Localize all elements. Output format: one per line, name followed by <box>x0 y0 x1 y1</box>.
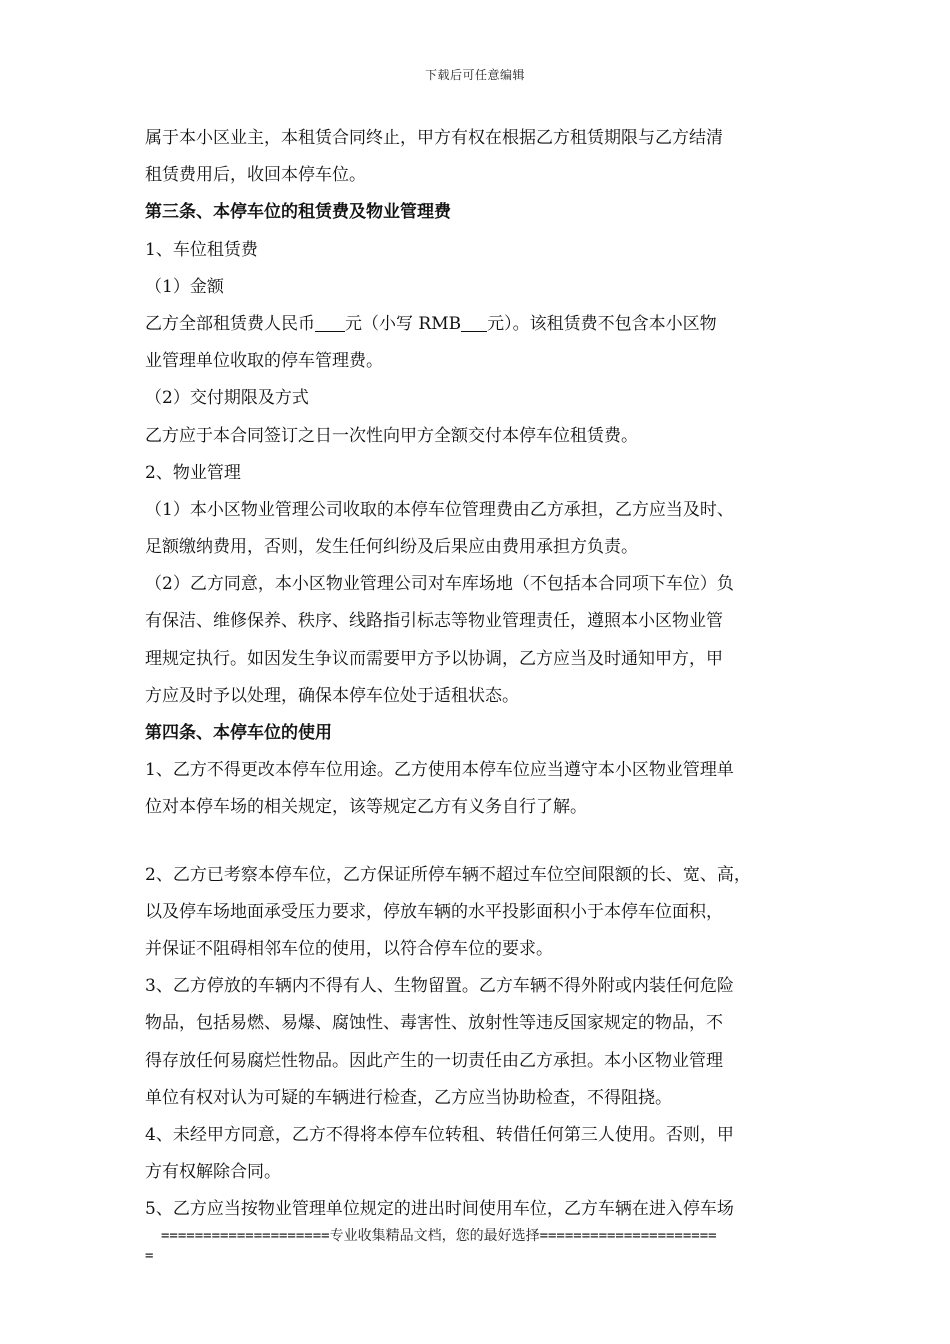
item-heading: （1）金额 <box>145 276 224 297</box>
amount-text-part2: 元（小写 RMB <box>345 313 462 334</box>
paragraph-line: 5、乙方应当按物业管理单位规定的进出时间使用车位，乙方车辆在进入停车场 <box>145 1199 734 1220</box>
paragraph-line: 4、未经甲方同意，乙方不得将本停车位转租、转借任何第三人使用。否则，甲 <box>145 1124 734 1145</box>
paragraph-line: 有保洁、维修保养、秩序、线路指引标志等物业管理责任，遵照本小区物业管 <box>145 611 723 632</box>
paragraph-line: 乙方应于本合同签订之日一次性向甲方全额交付本停车位租赁费。 <box>145 425 638 446</box>
item-heading: （2）交付期限及方式 <box>145 388 309 409</box>
amount-text-part3: 元）。该租赁费不包含本小区物 <box>487 313 717 334</box>
section-heading-article-4: 第四条、本停车位的使用 <box>145 723 332 743</box>
paragraph-line: 方应及时予以处理，确保本停车位处于适租状态。 <box>145 685 519 706</box>
paragraph-line: 业管理单位收取的停车管理费。 <box>145 351 383 372</box>
paragraph-line: 位对本停车场的相关规定，该等规定乙方有义务自行了解。 <box>145 797 587 818</box>
paragraph-line: 理规定执行。如因发生争议而需要甲方予以协调，乙方应当及时通知甲方，甲 <box>145 648 723 669</box>
paragraph-line: 方有权解除合同。 <box>145 1162 281 1183</box>
paragraph-line-amount <box>145 306 817 343</box>
document-body <box>145 120 817 1228</box>
paragraph-line: 属于本小区业主，本租赁合同终止，甲方有权在根据乙方租赁期限与乙方结清 <box>145 128 723 148</box>
amount-blank-rmb <box>315 311 345 332</box>
footer-banner-wrap: = <box>145 1248 154 1264</box>
paragraph-line: 单位有权对认为可疑的车辆进行检查，乙方应当协助检查，不得阻挠。 <box>145 1087 672 1108</box>
footer-banner-line: ====================专业收集精品文档，您的最好选择===================== <box>161 1228 717 1244</box>
page-header: 下载后可任意编辑 <box>424 68 525 82</box>
subsection-heading: 2、物业管理 <box>145 462 241 483</box>
amount-text-part1: 乙方全部租赁费人民币 <box>145 313 315 334</box>
paragraph-line: 物品，包括易燃、易爆、腐蚀性、毒害性、放射性等违反国家规定的物品，不 <box>145 1013 723 1034</box>
paragraph-line: 3、乙方停放的车辆内不得有人、生物留置。乙方车辆不得外附或内装任何危险 <box>145 976 734 997</box>
paragraph-line: （1）本小区物业管理公司收取的本停车位管理费由乙方承担，乙方应当及时、 <box>145 499 734 520</box>
paragraph-line: 足额缴纳费用，否则，发生任何纠纷及后果应由费用承担方负责。 <box>145 537 638 558</box>
paragraph-line: 租赁费用后，收回本停车位。 <box>145 165 366 186</box>
section-heading-article-3: 第三条、本停车位的租赁费及物业管理费 <box>145 202 451 223</box>
paragraph-line: 得存放任何易腐烂性物品。因此产生的一切责任由乙方承担。本小区物业管理 <box>145 1050 723 1071</box>
paragraph-line: （2）乙方同意，本小区物业管理公司对车库场地（不包括本合同项下车位）负 <box>145 574 734 595</box>
paragraph-line: 以及停车场地面承受压力要求，停放车辆的水平投影面积小于本停车位面积， <box>145 901 723 922</box>
paragraph-line: 2、乙方已考察本停车位，乙方保证所停车辆不超过车位空间限额的长、宽、高， <box>145 864 751 885</box>
paragraph-gap <box>145 827 817 857</box>
paragraph-line: 并保证不阻碍相邻车位的使用，以符合停车位的要求。 <box>145 938 553 959</box>
subsection-heading: 1、车位租赁费 <box>145 239 258 260</box>
paragraph-line: 1、乙方不得更改本停车位用途。乙方使用本停车位应当遵守本小区物业管理单 <box>145 760 734 781</box>
amount-blank-lowercase <box>461 311 487 332</box>
page-footer <box>145 1226 817 1266</box>
